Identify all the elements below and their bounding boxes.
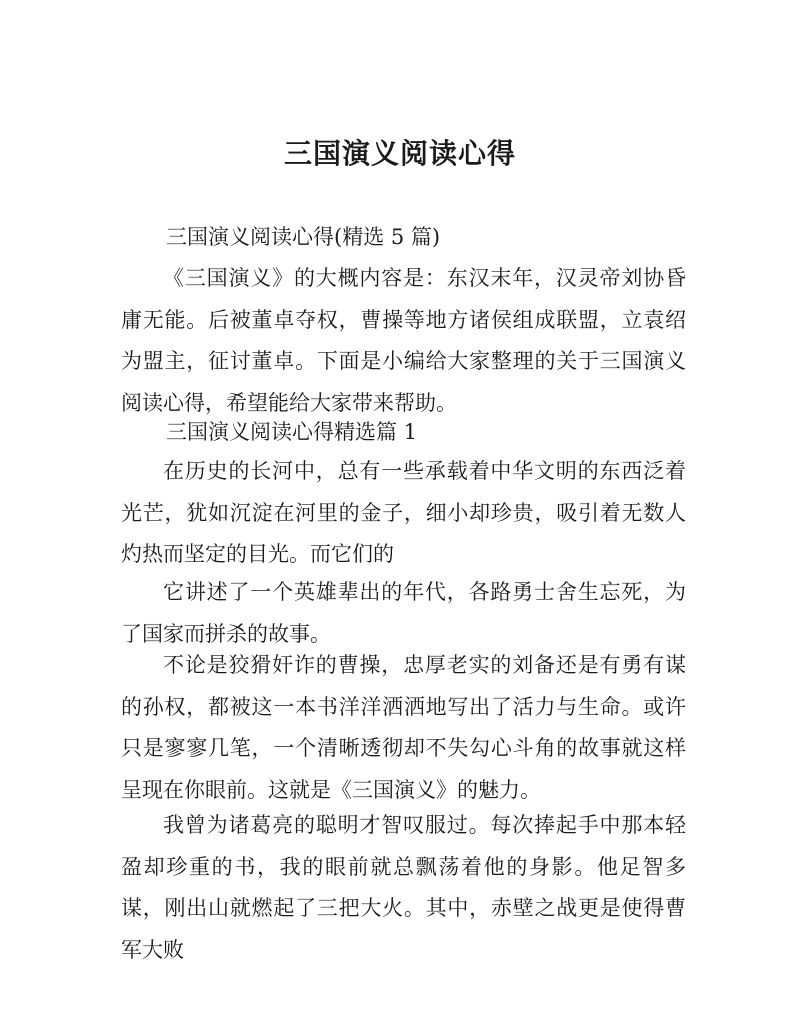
page-title: 三国演义阅读心得 <box>283 137 516 170</box>
document-subtitle: 三国演义阅读心得(精选 5 篇) <box>166 225 441 249</box>
intro-paragraph: 《三国演义》的大概内容是：东汉末年，汉灵帝刘协昏庸无能。后被董卓夺权，曹操等地方诸侯组成联盟，立袁绍为盟主，征讨董卓。下面是小编给大家整理的关于三国演义阅读心得，希望能给大家带来帮助。 <box>121 266 686 415</box>
body-paragraph: 在历史的长河中，总有一些承载着中华文明的东西泛着光芒，犹如沉淀在河里的金子，细小却珍贵，吸引着无数人灼热而坚定的目光。而它们的 <box>121 459 686 566</box>
section-heading: 三国演义阅读心得精选篇 1 <box>166 420 418 444</box>
body-paragraph: 不论是狡猾奸诈的曹操，忠厚老实的刘备还是有勇有谋的孙权，都被这一本书洋洋洒洒地写出了活力与生命。或许只是寥寥几笔，一个清晰透彻却不失勾心斗角的故事就这样呈现在你眼前。这就是《三国演义》的魅力。 <box>121 653 686 802</box>
body-paragraph: 我曾为诸葛亮的聪明才智叹服过。每次捧起手中那本轻盈却珍重的书，我的眼前就总飘荡着他的身影。他足智多谋，刚出山就燃起了三把大火。其中，赤壁之战更是使得曹军大败 <box>121 813 686 962</box>
body-paragraph: 它讲述了一个英雄辈出的年代，各路勇士舍生忘死，为了国家而拼杀的故事。 <box>121 580 686 646</box>
